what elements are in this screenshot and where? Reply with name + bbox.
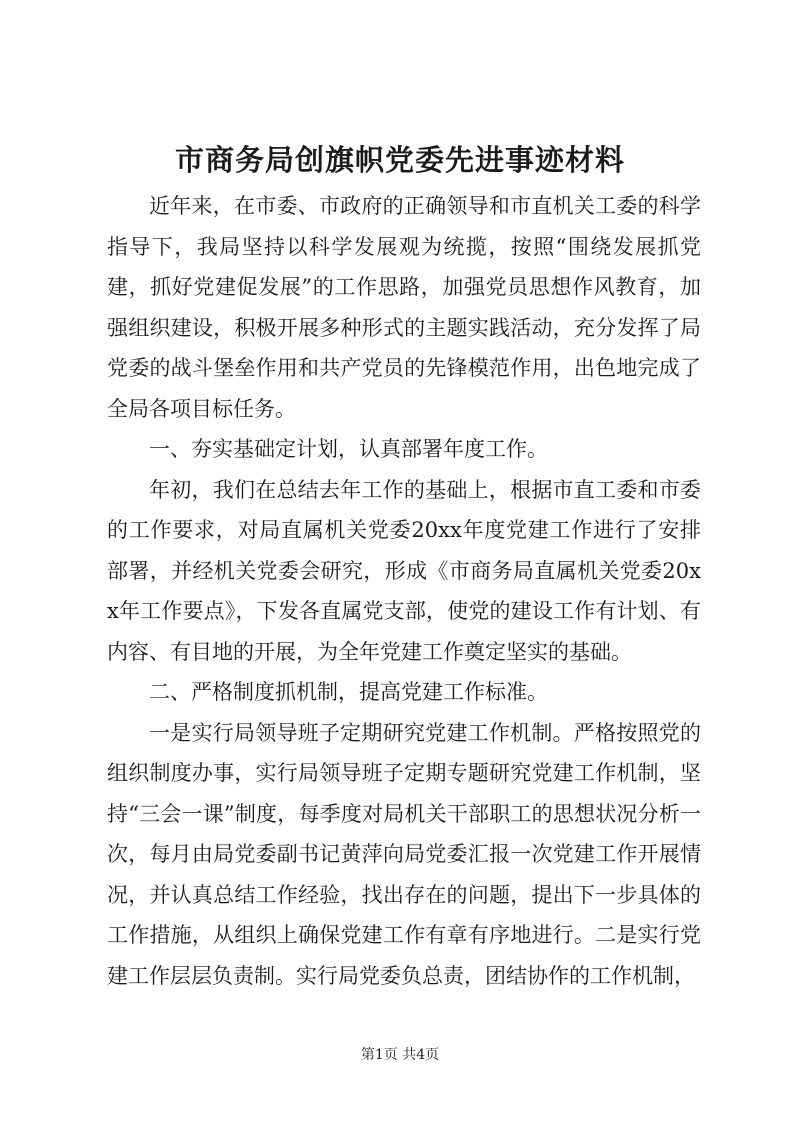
document-title: 市商务局创旗帜党委先进事迹材料 xyxy=(174,143,625,177)
document-body xyxy=(107,186,701,996)
paragraph-section-1: 年初，我们在总结去年工作的基础上，根据市直工委和市委的工作要求，对局直属机关党委20xx年度党建工作进行了安排部署，并经机关党委会研究，形成《市商务局直属机关党委20xx年工作要点》，下发各直属党支部，使党的建设工作有计划、有内容、有目地的开展，为全年党建工作奠定坚实的基础。 xyxy=(107,477,701,664)
paragraph-section-2: 一是实行局领导班子定期研究党建工作机制。严格按照党的组织制度办事，实行局领导班子定期专题研究党建工作机制，坚持“三会一课”制度，每季度对局机关干部职工的思想状况分析一次，每月由局党委副书记黄萍向局党委汇报一次党建工作开展情况，并认真总结工作经验，找出存在的问题，提出下一步具体的工作措施，从组织上确保党建工作有章有序地进行。二是实行党建工作层层负责制。实行局党委负总责，团结协作的工作机制， xyxy=(107,720,701,988)
paragraph-intro: 近年来，在市委、市政府的正确领导和市直机关工委的科学指导下，我局坚持以科学发展观为统揽，按照“围绕发展抓党建，抓好党建促发展”的工作思路，加强党员思想作风教育，加强组织建设，积极开展多种形式的主题实践活动，充分发挥了局党委的战斗堡垒作用和共产党员的先锋模范作用，出色地完成了全局各项目标任务。 xyxy=(107,194,701,421)
section-heading-1: 一、夯实基础定计划，认真部署年度工作。 xyxy=(149,437,548,461)
page-footer: 第1页 共4页 xyxy=(360,1047,440,1063)
section-heading-2: 二、严格制度抓机制，提高党建工作标准。 xyxy=(149,680,548,704)
